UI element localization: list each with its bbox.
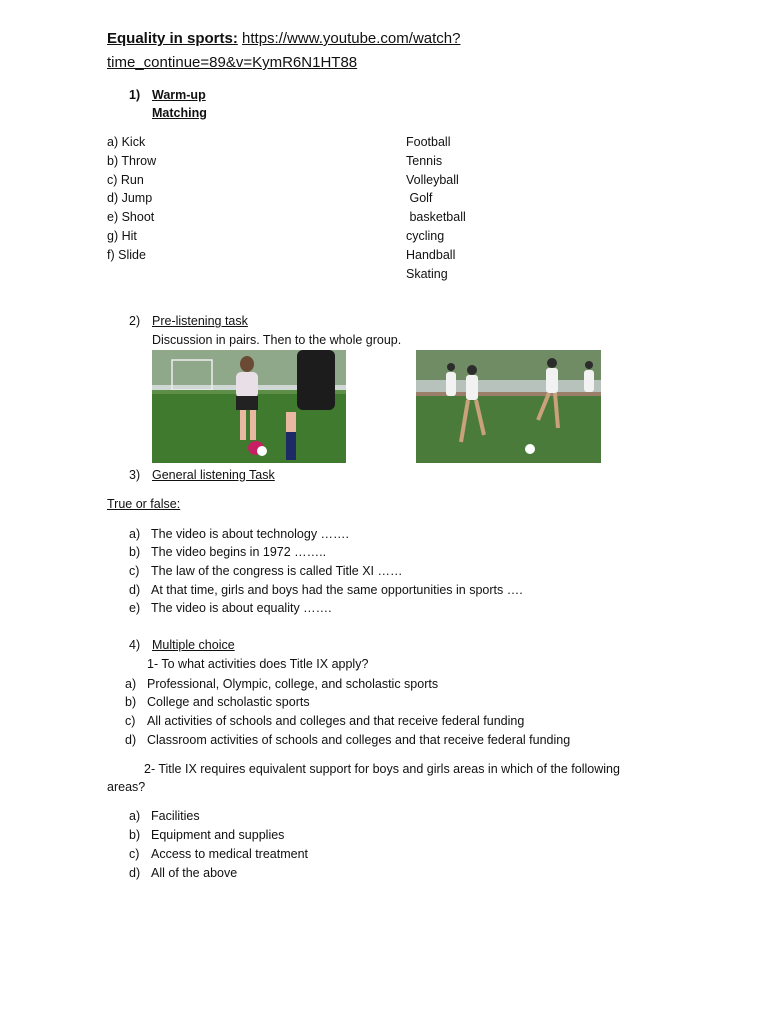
section2-number: 2) — [129, 314, 141, 328]
item-text: The video is about technology ……. — [151, 527, 350, 541]
option-letter: c) — [129, 847, 140, 861]
option-text: Equipment and supplies — [151, 828, 285, 842]
title-label: Equality in sports: — [107, 30, 238, 47]
list-item — [129, 866, 237, 880]
section4-number: 4) — [129, 638, 141, 652]
option-text: All of the above — [151, 866, 238, 880]
verb-item: a) Kick — [107, 135, 146, 149]
option-text: College and scholastic sports — [147, 695, 310, 709]
video-url-line2[interactable]: time_continue=89&v=KymR6N1HT88 — [107, 54, 358, 71]
sport-item: Volleyball — [406, 173, 459, 187]
section4-heading: Multiple choice — [152, 638, 235, 652]
option-letter: b) — [125, 695, 137, 709]
section1-subheading: Matching — [152, 106, 207, 120]
option-letter: d) — [125, 733, 137, 747]
list-item — [129, 828, 284, 842]
option-letter: a) — [129, 809, 141, 823]
item-letter: c) — [129, 564, 140, 578]
option-text: Access to medical treatment — [151, 847, 309, 861]
section2-heading: Pre-listening task — [152, 314, 248, 328]
verb-item: c) Run — [107, 173, 144, 187]
list-item — [129, 564, 403, 578]
sport-item: Handball — [406, 248, 456, 262]
soccer-girls-photo — [152, 350, 346, 463]
option-text: Classroom activities of schools and colleges and that receive federal funding — [147, 733, 571, 747]
verb-item: b) Throw — [107, 154, 157, 168]
sport-item: Skating — [406, 267, 448, 281]
item-text: The video begins in 1972 …….. — [151, 545, 327, 559]
verb-item: g) Hit — [107, 229, 137, 243]
section1-number: 1) — [129, 88, 141, 102]
question-2-line1: 2- Title IX requires equivalent support for boys and girls areas in which of the following — [144, 762, 620, 776]
option-letter: c) — [125, 714, 136, 728]
document-title — [107, 30, 460, 47]
verb-item: e) Shoot — [107, 210, 155, 224]
item-text: The law of the congress is called Title XI …… — [151, 564, 403, 578]
list-item — [129, 809, 200, 823]
item-letter: b) — [129, 545, 141, 559]
section3-subheading: True or false: — [107, 497, 181, 511]
question-1: 1- To what activities does Title IX apply? — [147, 657, 369, 671]
list-item — [129, 527, 349, 541]
verb-item: f) Slide — [107, 248, 146, 262]
video-url-line1[interactable]: https://www.youtube.com/watch? — [242, 30, 461, 47]
sport-item: basketball — [406, 210, 466, 224]
sport-item: Tennis — [406, 154, 443, 168]
option-text: Facilities — [151, 809, 200, 823]
section3-heading: General listening Task — [152, 468, 275, 482]
item-letter: e) — [129, 601, 141, 615]
list-item — [129, 847, 308, 861]
option-letter: b) — [129, 828, 141, 842]
verb-item: d) Jump — [107, 191, 153, 205]
option-letter: d) — [129, 866, 141, 880]
sport-item: Golf — [406, 191, 433, 205]
item-letter: d) — [129, 583, 141, 597]
list-item — [125, 714, 524, 728]
question-2-line2: areas? — [107, 780, 146, 794]
section2-instruction: Discussion in pairs. Then to the whole group. — [152, 333, 402, 347]
list-item — [125, 695, 310, 709]
item-text: The video is about equality ……. — [151, 601, 332, 615]
sport-item: cycling — [406, 229, 445, 243]
soccer-boys-photo — [416, 350, 601, 463]
section3-number: 3) — [129, 468, 141, 482]
option-text: All activities of schools and colleges and that receive federal funding — [147, 714, 525, 728]
list-item — [129, 601, 332, 615]
option-letter: a) — [125, 677, 137, 691]
option-text: Professional, Olympic, college, and scholastic sports — [147, 677, 439, 691]
sport-item: Football — [406, 135, 451, 149]
list-item — [129, 583, 523, 597]
list-item — [125, 733, 570, 747]
item-letter: a) — [129, 527, 141, 541]
section1-heading: Warm-up — [152, 88, 206, 102]
item-text: At that time, girls and boys had the same opportunities in sports …. — [151, 583, 523, 597]
list-item — [129, 545, 326, 559]
list-item — [125, 677, 438, 691]
